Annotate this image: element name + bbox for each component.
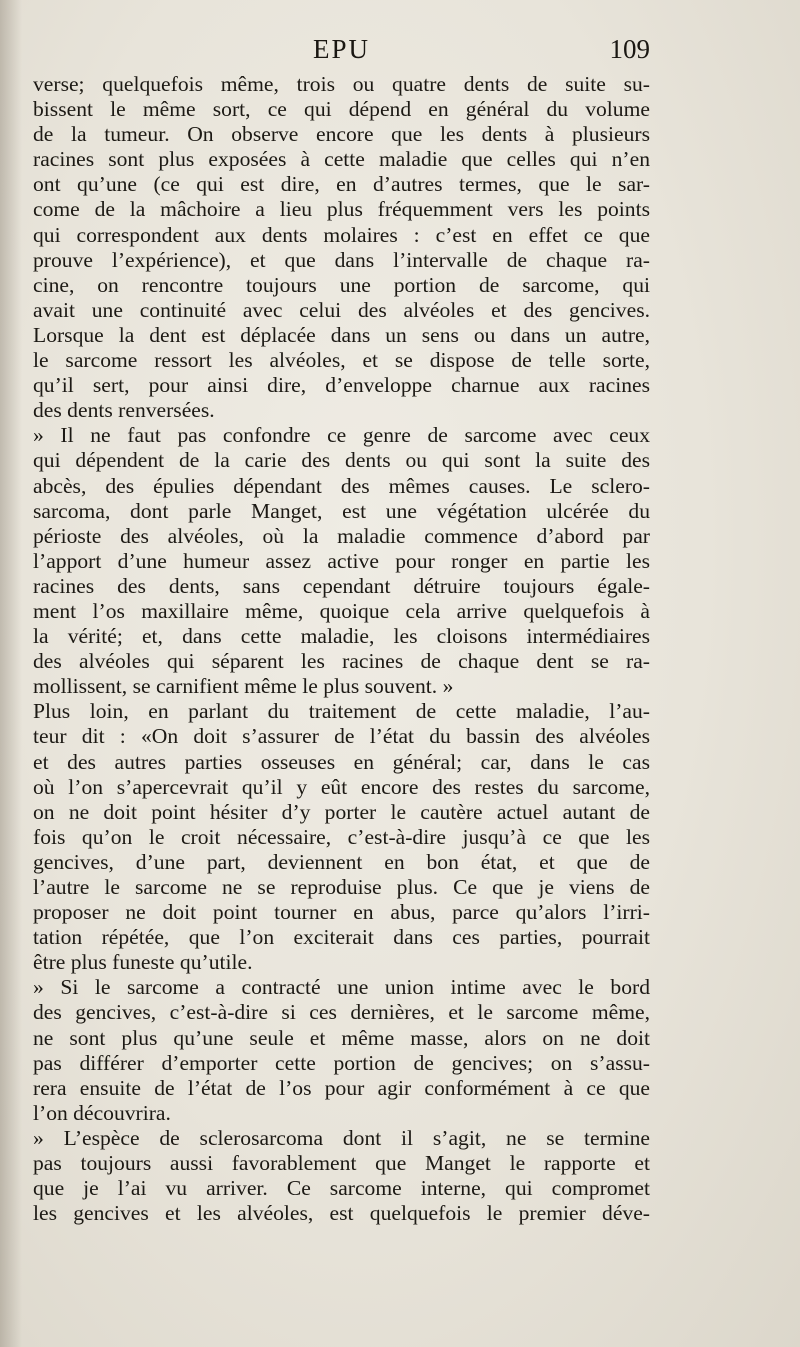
text-line: » L’espèce de sclerosarcoma dont il s’agit, ne se termine: [33, 1125, 650, 1150]
text-line: racines sont plus exposées à cette maladie que celles qui n’en: [33, 147, 650, 172]
page-header: [33, 30, 650, 70]
text-line: teur dit : «On doit s’assurer de l’état du bassin des alvéoles: [33, 724, 650, 749]
text-line: des alvéoles qui séparent les racines de chaque dent se ra-: [33, 649, 650, 674]
text-line: qui dépendent de la carie des dents ou qui sont la suite des: [33, 448, 650, 473]
text-line: abcès, des épulies dépendant des mêmes causes. Le sclero-: [33, 473, 650, 498]
text-line: Lorsque la dent est déplacée dans un sens ou dans un autre,: [33, 322, 650, 347]
text-line: l’autre le sarcome ne se reproduise plus. Ce que je viens de: [33, 875, 650, 899]
text-line: cine, on rencontre toujours une portion de sarcome, qui: [33, 272, 650, 297]
text-line: avait une continuité avec celui des alvéoles et des gencives.: [33, 297, 650, 322]
text-line: les gencives et les alvéoles, est quelquefois le premier déve-: [33, 1201, 650, 1226]
text-line: et des autres parties osseuses en général; car, dans le cas: [33, 749, 650, 774]
text-line: fois qu’on le croit nécessaire, c’est-à-dire jusqu’à ce que les: [33, 824, 650, 849]
text-line: verse; quelquefois même, trois ou quatre dents de suite su-: [33, 72, 650, 96]
text-line: ment l’os maxillaire même, quoique cela arrive quelquefois à: [33, 598, 650, 623]
text-line: où l’on s’apercevrait qu’il y eût encore des restes du sarcome,: [33, 774, 650, 799]
text-line: le sarcome ressort les alvéoles, et se dispose de telle sorte,: [33, 348, 650, 373]
text-line: qui correspondent aux dents molaires : c’est en effet ce que: [33, 222, 650, 247]
text-line: de la tumeur. On observe encore que les dents à plusieurs: [33, 122, 650, 147]
text-line: l’on découvrira.: [33, 1100, 171, 1125]
text-line: prouve l’expérience), et que dans l’intervalle de chaque ra-: [33, 247, 650, 272]
text-line: tation répétée, que l’on exciterait dans ces parties, pourrait: [33, 925, 650, 950]
running-head: EPU: [313, 34, 371, 64]
text-line: l’apport d’une humeur assez active pour ronger en partie les: [33, 548, 650, 573]
text-line: périoste des alvéoles, où la maladie commence d’abord par: [33, 523, 650, 548]
text-line: bissent le même sort, ce qui dépend en général du volume: [33, 97, 650, 122]
text-line: come de la mâchoire a lieu plus fréquemment vers les points: [33, 197, 650, 222]
text-line: Plus loin, en parlant du traitement de cette maladie, l’au-: [33, 699, 650, 724]
text-line: que je l’ai vu arriver. Ce sarcome interne, qui compromet: [33, 1176, 650, 1201]
text-line: la vérité; et, dans cette maladie, les cloisons intermédiaires: [33, 624, 650, 649]
text-line: rera ensuite de l’état de l’os pour agir conformément à ce que: [33, 1075, 650, 1100]
text-line: des gencives, c’est-à-dire si ces dernières, et le sarcome même,: [33, 1000, 650, 1025]
text-line: on ne doit point hésiter d’y porter le cautère actuel autant de: [33, 799, 650, 824]
gutter-shadow: [0, 0, 22, 1347]
text-line: racines des dents, sans cependant détruire toujours égale-: [33, 573, 650, 598]
text-line: » Il ne faut pas confondre ce genre de sarcome avec ceux: [33, 423, 650, 448]
text-line: être plus funeste qu’utile.: [33, 950, 253, 975]
text-line: des dents renversées.: [33, 398, 215, 423]
text-line: sarcoma, dont parle Manget, est une végétation ulcérée du: [33, 498, 650, 523]
text-line: mollissent, se carnifient même le plus souvent. »: [33, 674, 454, 699]
text-line: proposer ne doit point tourner en abus, parce qu’alors l’irri-: [33, 900, 650, 925]
page-number: 109: [609, 34, 650, 64]
text-line: pas toujours aussi favorablement que Manget le rapporte et: [33, 1151, 650, 1176]
text-line: ont qu’une (ce qui est dire, en d’autres termes, que le sar-: [33, 172, 650, 197]
text-line: ne sont plus qu’une seule et même masse, alors on ne doit: [33, 1025, 650, 1050]
text-line: » Si le sarcome a contracté une union intime avec le bord: [33, 975, 650, 1000]
text-line: pas différer d’emporter cette portion de gencives; on s’assu-: [33, 1050, 650, 1075]
text-line: qu’il sert, pour ainsi dire, d’enveloppe charnue aux racines: [33, 373, 650, 398]
text-line: gencives, d’une part, deviennent en bon état, et que de: [33, 849, 650, 874]
body-text: [33, 72, 650, 1226]
